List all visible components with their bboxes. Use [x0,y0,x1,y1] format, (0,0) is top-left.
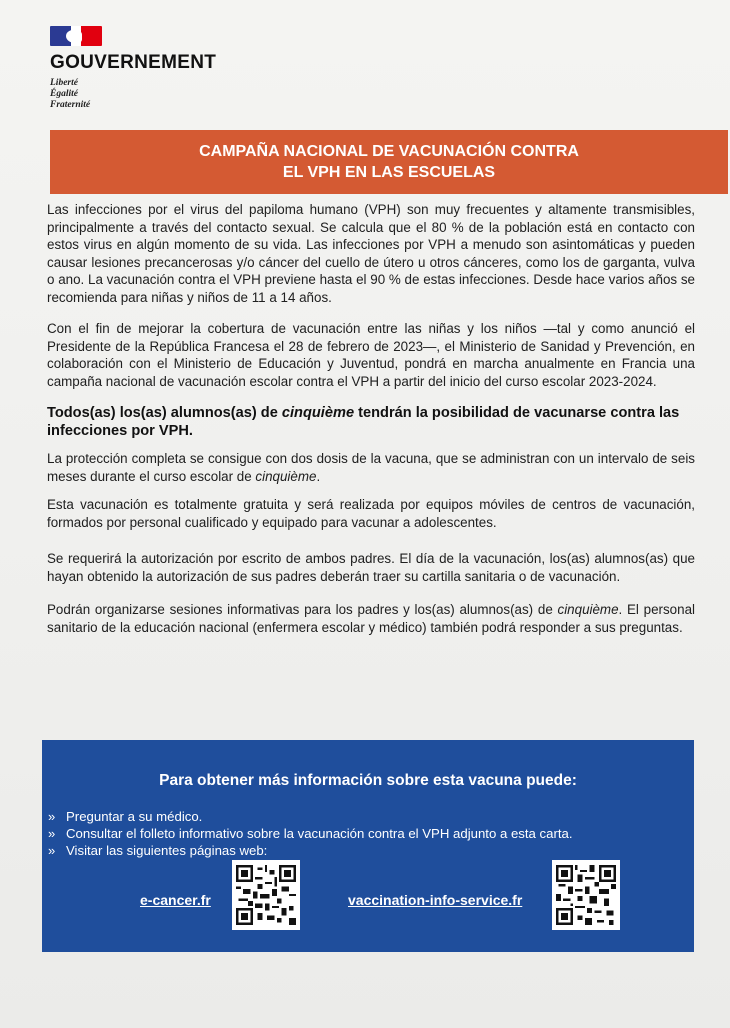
list-item-text: Visitar las siguientes páginas web: [66,843,268,858]
marianne-flag-icon [50,26,102,46]
document-title [199,141,579,183]
text-span: La protección completa se consigue con dos dosis de la vacuna, que se administran con un intervalo de seis meses durante el curso escolar de [47,451,695,484]
title-line-1: CAMPAÑA NACIONAL DE VACUNACIÓN CONTRA [199,143,579,160]
list-item-text: Consultar el folleto informativo sobre la vacunación contra el VPH adjunto a esta carta. [66,826,573,841]
paragraph-intro: Las infecciones por el virus del papiloma humano (VPH) son muy frecuentes y altamente transmisibles, principalmente a través del contacto sexual. Se calcula que el 80 % de la población está en contacto con estos virus en algún momento de su vida. Las infecciones por VPH a menudo son asintomáticas y pueden causar lesiones precancerosas y/o cáncer del cuello de útero u otros cánceres, como los de garganta, vulva o ano. La vacunación contra el VPH previene hasta el 90 % de estas infecciones. Desde hace varios años se recomienda para niñas y niños de 11 a 14 años. [47,202,695,305]
italic-span: cinquième [557,602,619,617]
title-line-2: EL VPH EN LAS ESCUELAS [282,164,496,181]
italic-span: cinquième [255,468,317,484]
qr-code-icon[interactable] [552,860,620,930]
logo-wordmark: GOUVERNEMENT [50,52,217,73]
info-box [42,740,694,952]
list-item [48,825,573,842]
government-logo [50,26,216,111]
paragraph-doses [47,450,695,485]
list-item [48,842,573,859]
vaccination-info-service-link[interactable]: vaccination-info-service.fr [348,892,523,908]
info-list [48,808,573,859]
motto-line: Fraternité [50,100,91,110]
paragraph-authorization: Se requerirá la autorización por escrito de ambos padres. El día de la vacunación, los(as) alumnos(as) que hayan obtenido la autorización de sus padres deberán traer su cartilla sanitaria o de vacunación. [47,551,695,584]
motto-line: Égalité [50,89,78,99]
chevron-double-right-icon: » [48,826,56,841]
paragraph-campaign: Con el fin de mejorar la cobertura de vacunación entre las niñas y los niños —tal y como anunció el Presidente de la República Francesa el 28 de febrero de 2023—, el Ministerio de Sanidad y Prevención, en colaboración con el Ministerio de Educación y Juventud, pondrá en marcha anualmente en Francia una campaña nacional de vacunación escolar contra el VPH a partir del inicio del curso escolar 2023-2024. [47,321,695,389]
info-title: Para obtener más información sobre esta vacuna puede: [159,772,577,789]
motto-line: Liberté [50,78,78,88]
heading-text: Todos(as) los(as) alumnos(as) de [47,405,282,421]
section-heading [47,404,695,440]
list-item [48,808,573,825]
heading-text: tendrán la posibilidad de vacunarse contra las infecciones por VPH. [47,405,680,439]
title-banner [50,130,728,194]
heading-italic: cinquième [281,405,355,421]
text-span: . [316,468,321,484]
chevron-double-right-icon: » [48,843,56,858]
text-span: Podrán organizarse sesiones informativas para los padres y los(as) alumnos(as) de [47,602,558,617]
logo-motto [50,78,216,111]
text-span: . El personal sanitario de la educación nacional (enfermera escolar y médico) también podrá responder a sus preguntas. [47,602,695,635]
list-item-text: Preguntar a su médico. [66,809,203,824]
paragraph-sessions [47,601,695,636]
chevron-double-right-icon: » [48,809,56,824]
paragraph-free: Esta vacunación es totalmente gratuita y será realizada por equipos móviles de centros de vacunación, formados por personal cualificado y equipado para vacunar a adolescentes. [47,497,695,530]
qr-code-icon[interactable] [232,860,300,930]
e-cancer-link[interactable]: e-cancer.fr [140,892,211,908]
